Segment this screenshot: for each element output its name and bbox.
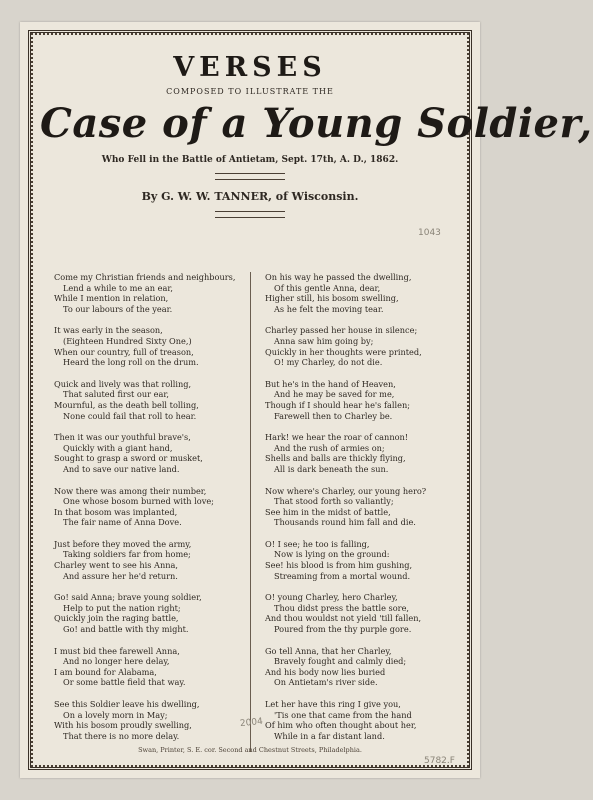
verse-line: Of this gentle Anna, dear, [274,282,381,293]
main-title: Case of a Young Soldier, [40,100,593,147]
stanza [54,432,244,474]
handwritten-note-middle: 2004 [239,716,264,730]
verse-line: Anna saw him going by; [274,335,374,346]
verse-column-right [250,272,452,752]
ornament-rule-lower [215,211,285,218]
verse-line: Thou didst press the battle sore, [274,602,410,613]
verse-line: Now is lying on the ground: [274,549,390,560]
verse-line: Though if I should hear he's fallen; [265,399,410,410]
verse-line: Of him who often thought about her, [265,720,417,731]
verse-line: And thou wouldst not yield 'till fallen, [265,613,422,624]
stanza [265,699,446,741]
verse-line: Quick and lively was that rolling, [54,378,192,389]
verse-line: Let her have this ring I give you, [265,699,401,709]
verse-line: O! my Charley, do not die. [274,357,383,368]
verse-line: See! his blood is from him gushing, [265,560,413,571]
verse-line: Quickly in her thoughts were printed, [265,346,422,357]
verse-line: O! I see; he too is falling, [265,538,370,549]
verse-line: Poured from the thy purple gore. [274,624,412,635]
verse-line: When our country, full of treason, [54,346,194,357]
verse-line: Now there was among their number, [54,485,207,496]
title-verses: VERSES [173,52,327,83]
stanza [265,592,446,634]
verse-line: While I mention in relation, [54,293,169,304]
verse-line: And to save our native land. [63,463,180,474]
stanza [54,539,244,581]
stanza [54,486,244,528]
verse-line: And no longer here delay, [63,656,170,667]
stanza [265,325,446,367]
ornament-rule [215,173,285,180]
verse-line: Or some battle field that way. [63,677,186,688]
stanza [54,272,244,314]
verse-line: Shells and balls are thickly flying, [265,453,406,464]
verse-line: Sought to grasp a sword or musket, [54,453,203,464]
stanza [265,379,446,421]
verse-line: And assure her he'd return. [63,570,178,581]
verse-line: Higher still, his bosom swelling, [265,293,399,304]
verse-line: O! young Charley, hero Charley, [265,592,398,603]
verse-line: Quickly join the raging battle, [54,613,179,624]
verse-line: As he felt the moving tear. [274,303,384,314]
verse-line: On a lovely morn in May; [63,709,168,720]
stanza [54,699,244,741]
stanza [54,646,244,688]
stanza [54,325,244,367]
handwritten-note-top: 1043 [418,228,441,238]
verse-line: Heard the long roll on the drum. [63,357,199,368]
verse-line: To our labours of the year. [63,303,173,314]
verse-line: And the rush of armies on; [274,442,385,453]
verse-line: Go! said Anna; brave young soldier, [54,592,202,603]
stanza [265,646,446,688]
verse-line: Streaming from a mortal wound. [274,570,411,581]
verse-column-left [48,272,250,752]
subtitle: COMPOSED TO ILLUSTRATE THE [166,87,334,96]
verse-line: Hark! we hear the roar of cannon! [265,432,409,443]
verse-line: On Antietam's river side. [274,677,378,688]
verse-line: In that bosom was implanted, [54,506,178,517]
stanza [265,432,446,474]
verse-line: Help to put the nation right; [63,602,181,613]
verse-line: And his body now lies buried [265,666,386,677]
verse-line: Then it was our youthful brave's, [54,432,191,443]
verse-line: Charley went to see his Anna, [54,560,178,571]
verse-line: Charley passed her house in silence; [265,325,418,336]
verse-line: With his bosom proudly swelling, [54,720,192,731]
verse-line: While in a far distant land. [274,730,385,741]
verse-line: That stood forth so valiantly; [274,496,394,507]
verse-line: Bravely fought and calmly died; [274,656,407,667]
verse-line: Just before they moved the army, [54,538,192,549]
handwritten-note-bottom: 5782.F [424,756,455,766]
verse-line: But he's in the hand of Heaven, [265,378,396,389]
verse-line: On his way he passed the dwelling, [265,272,412,282]
verse-line: Thousands round him fall and die. [274,517,416,528]
broadside-content [40,40,593,766]
verse-columns [48,272,452,752]
verse-line: None could fail that roll to hear. [63,410,197,421]
verse-line: And he may be saved for me, [274,389,395,400]
verse-line: One whose bosom burned with love; [63,496,214,507]
verse-line: (Eighteen Hundred Sixty One,) [63,335,192,346]
verse-line: The fair name of Anna Dove. [63,517,182,528]
verse-line: Farewell then to Charley be. [274,410,393,421]
verse-line: Go tell Anna, that her Charley, [265,645,392,656]
verse-line: All is dark beneath the sun. [274,463,389,474]
broadside-sheet [20,22,593,778]
author-line: By G. W. W. TANNER, of Wisconsin. [141,190,359,203]
verse-line: It was early in the season, [54,325,163,336]
stanza [54,592,244,634]
verse-line: Quickly with a giant hand, [63,442,173,453]
stanza [265,539,446,581]
verse-line: I must bid thee farewell Anna, [54,645,180,656]
stanza [265,272,446,314]
verse-line: That there is no more delay. [63,730,180,741]
dedication-line: Who Fell in the Battle of Antietam, Sept. 17th, A. D., 1862. [101,155,399,165]
verse-line: Mournful, as the death bell tolling, [54,399,199,410]
verse-line: Come my Christian friends and neighbours, [54,272,236,282]
stanza [265,486,446,528]
printer-footer: Swan, Printer, S. E. cor. Second and Chestnut Streets, Philadelphia. [138,746,362,754]
verse-line: Lend a while to me an ear, [63,282,173,293]
verse-line: I am bound for Alabama, [54,666,157,677]
verse-line: Go! and battle with thy might. [63,624,189,635]
verse-line: Taking soldiers far from home; [63,549,191,560]
verse-line: Now where's Charley, our young hero? [265,485,427,496]
verse-line: See this Soldier leave his dwelling, [54,699,200,709]
verse-line: See him in the midst of battle, [265,506,391,517]
verse-line: 'Tis one that came from the hand [274,709,412,720]
verse-line: That saluted first our ear, [63,389,169,400]
stanza [54,379,244,421]
